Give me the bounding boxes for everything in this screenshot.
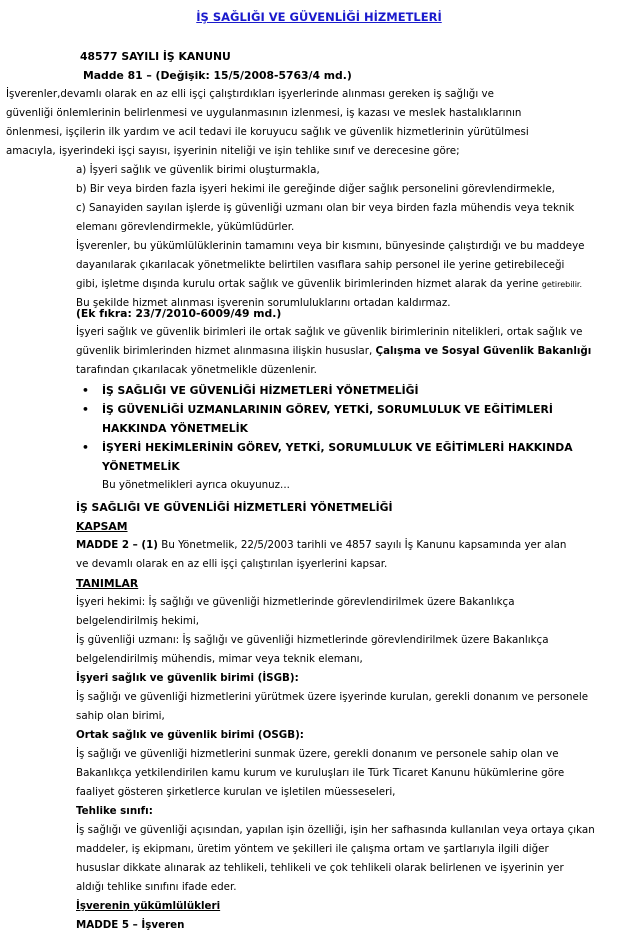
yukumluluk-heading: İşverenin yükümlülükleri (76, 900, 221, 912)
osgb-label: Ortak sağlık ve güvenlik birimi (OSGB): (76, 729, 304, 741)
law-paragraph-3: İşyeri sağlık ve güvenlik birimleri ile ortak sağlık ve güvenlik birimlerinin nitelikleri, ortak sağlık ve güvenlik birimlerinden hizmet alınmasına ilişkin hususlar, Çalışma ve Sosyal Güvenlik Bakanlığı tarafından çıkarılacak yönetmelikle düzenlenir. (76, 326, 592, 376)
list-item: • İŞYERİ HEKİMLERİNİN GÖREV, YETKİ, SORUMLULUK VE EĞİTİMLERİ HAKKINDA (82, 438, 573, 457)
law-article: Madde 81 – (Değişik: 15/5/2008-5763/4 md.) (83, 69, 352, 82)
kapsam-heading: KAPSAM (76, 520, 128, 533)
list-item: • İŞ GÜVENLİĞİ UZMANLARININ GÖREV, YETKİ, SORUMLULUK VE EĞİTİMLERİ (82, 400, 573, 419)
law-paragraph-1: İşverenler,devamlı olarak en az elli işçi çalıştırdıkları işyerlerinde alınması gereken iş sağlığı ve güvenliği önlemlerinin belirlenmesi ve uygulanmasının izlenmesi, iş kazası ve meslek hastalıklarının önlenmesi, işçilerin ilk yardım ve acil tedavi ile koruyucu sağlık ve güvenlik hizmetlerinin yürütülmesi amacıyla, işyerindeki işçi sayısı, işyerinin niteliği ve işin tehlike sınıf ve derecesine göre; (6, 88, 529, 157)
list-item: b) Bir veya birden fazla işyeri hekimi ile gereğinde diğer sağlık personelini görevlendirmekle, (76, 183, 555, 195)
ek-fikra-heading: (Ek fıkra: 23/7/2010-6009/49 md.) (76, 307, 282, 320)
page-title: İŞ SAĞLIĞI VE GÜVENLİĞİ HİZMETLERİ (196, 10, 442, 24)
tehlike-label: Tehlike sınıfı: (76, 805, 153, 817)
definitions: İşyeri hekimi: İş sağlığı ve güvenliği hizmetlerinde görevlendirilmek üzere Bakanlıkça belgelendirilmiş hekimi, İş güvenliği uzmanı: İş sağlığı ve güvenliği hizmetlerinde görevlendirilmek üzere Bakanlıkça belgelendirilmiş mühendis, mimar veya teknik elemanı, İşyeri sağlık ve güvenlik birimi (İSGB): İş sağlığı ve güvenliği hizmetlerini yürütmek üzere işyerinde kurulan, gerekli donanım ve personele sahip olan birimi, Ortak sağlık ve güvenlik birimi (OSGB): İş sağlığı ve güvenliği hizmetlerini sunmak üzere, gerekli donanım ve personele sahip olan ve Bakanlıkça yetkilendirilen kamu kurum ve kuruluşları ile Türk Ticaret Kanunu hükümlerine göre faaliyet gösteren şirketlerce kurulan ve işletilen müesseseleri, Tehlike sınıfı: İş sağlığı ve güvenliği açısından, yapılan işin özelliği, işin her safhasında kullanılan veya ortaya çıkan maddeler, iş ekipmanı, üretim yöntem ve şekilleri ile çalışma ortam ve şartlarıyla ilgili diğer hususlar dikkate alınarak az tehlikeli, tehlikeli ve çok tehlikeli olarak belirlenen ve işyerinin yer aldığı tehlike sınıfını ifade eder. İşverenin yükümlülükleri MADDE 5 – İşveren (76, 593, 595, 935)
list-item: • İŞ SAĞLIĞI VE GÜVENLİĞİ HİZMETLERİ YÖNETMELİĞİ (82, 381, 573, 400)
law-heading (70, 47, 352, 85)
list-item: a) İşyeri sağlık ve güvenlik birimi oluşturmakla, (76, 164, 320, 176)
section-heading: İŞ SAĞLIĞI VE GÜVENLİĞİ HİZMETLERİ YÖNETMELİĞİ (76, 501, 393, 514)
law-number: 48577 SAYILI İŞ KANUNU (80, 50, 231, 63)
isgb-label: İşyeri sağlık ve güvenlik birimi (İSGB): (76, 672, 299, 684)
read-note: Bu yönetmelikleri ayrıca okuyunuz... (102, 479, 290, 491)
list-item: c) Sanayiden sayılan işlerde iş güvenliği uzmanı olan bir veya birden fazla mühendis veya teknik (76, 202, 575, 214)
law-obligation-list (76, 161, 574, 237)
madde-5-heading: MADDE 5 – İşveren (76, 919, 185, 931)
list-item: elemanı görevlendirmekle, yükümlüdürler. (76, 221, 295, 233)
tanimlar-heading: TANIMLAR (76, 577, 139, 590)
law-paragraph-2: İşverenler, bu yükümlülüklerinin tamamını veya bir kısmını, bünyesinde çalıştırdığı ve bu maddeye dayanılarak çıkarılacak yönetmelikte belirtilen vasıflara sahip personel ile yerine getirebileceği gibi, işletme dışında kurulu ortak sağlık ve güvenlik birimlerinden hizmet alarak da yerine getirebilir. Bu şekilde hizmet alınması işverenin sorumluluklarını ortadan kaldırmaz. (76, 240, 585, 309)
madde-2: MADDE 2 – (1) Bu Yönetmelik, 22/5/2003 tarihli ve 4857 sayılı İş Kanunu kapsamında yer alan ve devamlı olarak en az elli işçi çalıştırılan işyerlerini kapsar. (76, 539, 567, 570)
ministry-name: Çalışma ve Sosyal Güvenlik Bakanlığı (375, 345, 592, 357)
regulation-list: • İŞ SAĞLIĞI VE GÜVENLİĞİ HİZMETLERİ YÖNETMELİĞİ • İŞ GÜVENLİĞİ UZMANLARININ GÖREV, YETKİ, SORUMLULUK VE EĞİTİMLERİ HAKKINDA YÖNETMELİK • İŞYERİ HEKİMLERİNİN GÖREV, YETKİ, SORUMLULUK VE EĞİTİMLERİ HAKKINDA YÖNETMELİK (82, 381, 573, 476)
